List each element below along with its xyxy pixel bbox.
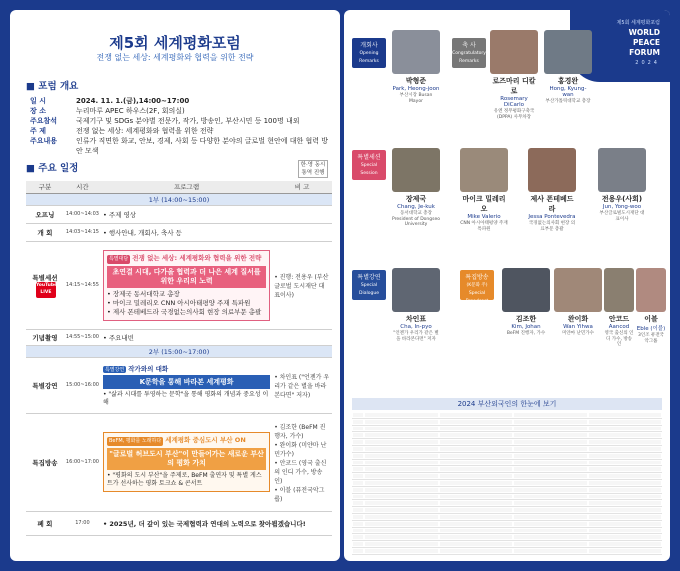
table-cell xyxy=(589,420,662,424)
table-cell xyxy=(365,467,438,471)
table-cell xyxy=(365,413,438,417)
table-cell xyxy=(589,515,662,519)
table-row xyxy=(352,507,662,514)
table-cell xyxy=(365,535,438,539)
table-cell xyxy=(440,474,513,478)
table-row xyxy=(352,480,662,487)
label-special-dialogue: 특별강연 Special Dialogue xyxy=(352,270,386,300)
table-cell xyxy=(365,529,438,533)
table-header-row: 구분 시간 프로그램 비 고 xyxy=(26,181,332,193)
table-row: 오프닝 14:00~14:03 • 주제 영상 xyxy=(26,205,332,223)
speaker-card: 로즈마리 디칼로 Rosemary DiCarlo 유엔 정무평화구축국 (DPPA) 사무차장 xyxy=(490,30,538,120)
table-cell xyxy=(514,467,587,471)
special-session-box: 특별대담 전쟁 없는 세상: 세계평화와 협력을 위한 전략 초연결 시대, 다가올 협력과 더 나은 세계 질서를 위한 우리의 노력 • 장제국 동서대학교 총장 • 마이크 밀레리오 CNN 아시아태평양 주재 특파원 • 제사 폰테베드라 국경없는의사회 현장 의료부문 총괄 xyxy=(103,250,270,321)
speaker-card: 안코드 Aancod 영국 출신의 인디 가수, 방송인 xyxy=(604,268,634,348)
part2-bar: 2부 (15:00~17:00) xyxy=(26,345,332,357)
table-row: 폐 회 17:00 • 2025년, 더 갚이 있는 국제협력과 연대의 노력으로 찾아뵙겠습니다! xyxy=(26,511,332,535)
foreigner-table-title: 2024 부산외국인의 한눈에 보기 xyxy=(352,398,662,410)
label-special-broadcast: 특집방송 (K문화 주) Special Broadcast xyxy=(460,270,494,300)
table-cell xyxy=(353,501,363,505)
table-cell xyxy=(440,549,513,553)
table-cell xyxy=(353,508,363,512)
speaker-photo xyxy=(490,30,538,74)
speaker-card: 제사 폰테베드라 Jessa Pontevedra 국경없는의사회 현장 의료부문 총괄 xyxy=(528,148,576,232)
speaker-photo xyxy=(528,148,576,192)
table-cell xyxy=(589,454,662,458)
table-cell xyxy=(440,488,513,492)
label-special-session: 특별세션 Special Session xyxy=(352,150,386,180)
table-cell xyxy=(440,501,513,505)
table-cell xyxy=(514,535,587,539)
table-cell xyxy=(589,549,662,553)
table-cell xyxy=(514,447,587,451)
table-cell xyxy=(353,454,363,458)
table-cell xyxy=(589,508,662,512)
page-subtitle: 전쟁 없는 세상: 세계평화와 협력을 위한 전략 xyxy=(96,53,254,62)
table-cell xyxy=(365,474,438,478)
table-cell xyxy=(365,454,438,458)
schedule-table xyxy=(26,181,332,536)
table-cell xyxy=(589,501,662,505)
speaker-photo xyxy=(392,30,440,74)
table-row xyxy=(352,548,662,555)
table-row xyxy=(352,439,662,446)
overview-header: ■ 포럼 개요 xyxy=(26,81,79,92)
table-row xyxy=(352,460,662,467)
table-row xyxy=(352,426,662,433)
table-row xyxy=(352,453,662,460)
table-cell xyxy=(514,427,587,431)
table-row xyxy=(352,446,662,453)
schedule-header: ■ 주요 일정 xyxy=(26,163,79,174)
speaker-card: 장제국 Chang, Je-kuk 동서대학교 총장 President of Dongseo University xyxy=(392,148,440,228)
table-cell xyxy=(353,529,363,533)
speaker-photo xyxy=(598,148,646,192)
speaker-photo xyxy=(392,148,440,192)
label-congratulatory: 축 사 Congratulatory Remarks xyxy=(452,38,486,68)
speaker-photo xyxy=(604,268,634,312)
overview-item: 장 소 누리마루 APEC 하우스(2F, 회의실) xyxy=(30,107,185,115)
speakers-panel xyxy=(344,10,670,561)
speaker-card: 차인표 Cha, In-pyo "언젠가 우리가 같은 별을 바라본다면" 저자 xyxy=(392,268,440,342)
table-cell xyxy=(514,454,587,458)
part1-bar: 1부 (14:00~15:00) xyxy=(26,193,332,205)
table-cell xyxy=(514,433,587,437)
forum-logo: 제5회 세계평화포럼 WORLD PEACE FORUM 2024 xyxy=(616,20,660,66)
table-cell xyxy=(589,529,662,533)
table-cell xyxy=(440,433,513,437)
table-cell xyxy=(353,515,363,519)
table-cell xyxy=(514,420,587,424)
table-cell xyxy=(514,501,587,505)
speaker-card: 이블 Eble (이블) 3인조 퓨전국악그룹 xyxy=(636,268,666,344)
speaker-card: 홍경완 Hong, Kyung-wan 부산가톨릭대학교 총장 xyxy=(544,30,592,105)
table-cell xyxy=(365,508,438,512)
table-row xyxy=(352,494,662,501)
speaker-card: 마이크 밀레리오 Mike Valerio CNN 아시아태평양 주재 특파원 xyxy=(460,148,508,232)
table-row: 특별강연 15:00~16:00 특별강연 작가와의 대화 K문학을 통해 바라본 세계평화 • "삶과 시대를 투영하는 문학"을 통해 평화의 개념과 중요성 이해 • 차인표 ("언젠가 우리가 같은 별을 바라본다면" 저자) xyxy=(26,357,332,413)
table-cell xyxy=(365,522,438,526)
table-cell xyxy=(440,440,513,444)
overview-item: 주 제 전쟁 없는 세상: 세계평화와 협력을 위한 전략 xyxy=(30,127,214,135)
table-cell xyxy=(514,440,587,444)
table-cell xyxy=(589,461,662,465)
table-cell xyxy=(514,488,587,492)
table-cell xyxy=(353,542,363,546)
table-cell xyxy=(514,549,587,553)
table-cell xyxy=(365,447,438,451)
table-cell xyxy=(514,413,587,417)
table-cell xyxy=(440,454,513,458)
table-cell xyxy=(365,440,438,444)
table-cell xyxy=(440,529,513,533)
table-cell xyxy=(353,427,363,431)
table-cell xyxy=(353,447,363,451)
table-row xyxy=(352,432,662,439)
table-cell xyxy=(589,488,662,492)
table-cell xyxy=(514,542,587,546)
overview-list xyxy=(30,96,330,156)
table-cell xyxy=(440,447,513,451)
table-cell xyxy=(440,413,513,417)
table-row xyxy=(352,500,662,507)
table-cell xyxy=(353,535,363,539)
table-row: 특별세션 YouTube LIVE 14:15~14:55 특별대담 전쟁 없는 세상: 세계평화와 협력을 위한 전략 초연결 시대, 다가올 협력과 더 나은 세계 질서를 위한 우리의 노력 • 장제국 동서대학교 총장 • 마이크 밀레리오 CNN 아시아태평양 주재 특파원 • 제사 폰테베드라 국경없는의사회 현장 의료부문 총괄 • 진행: 전용우 (부산글로벌 도시재단 대표이사) xyxy=(26,241,332,329)
speaker-photo xyxy=(392,268,440,312)
table-cell xyxy=(353,549,363,553)
speaker-photo xyxy=(460,148,508,192)
table-row xyxy=(352,466,662,473)
table-cell xyxy=(514,495,587,499)
table-cell xyxy=(353,481,363,485)
table-cell xyxy=(365,488,438,492)
table-row xyxy=(352,419,662,426)
table-cell xyxy=(353,413,363,417)
table-cell xyxy=(440,467,513,471)
table-row: 개 회 14:03~14:15 • 행사안내, 개회사, 축사 등 xyxy=(26,223,332,241)
table-cell xyxy=(353,495,363,499)
table-cell xyxy=(353,522,363,526)
table-cell xyxy=(514,522,587,526)
table-cell xyxy=(353,433,363,437)
speaker-card: 전용우(사회) Jun, Yong-woo 부산글로벌도시재단 대표이사 xyxy=(598,148,646,222)
table-cell xyxy=(440,420,513,424)
table-cell xyxy=(440,461,513,465)
table-cell xyxy=(589,413,662,417)
table-row xyxy=(352,534,662,541)
table-cell xyxy=(589,535,662,539)
table-cell xyxy=(440,542,513,546)
table-cell xyxy=(514,461,587,465)
table-row xyxy=(352,541,662,548)
table-cell xyxy=(440,481,513,485)
table-row xyxy=(352,473,662,480)
table-cell xyxy=(353,461,363,465)
table-cell xyxy=(589,467,662,471)
table-row: 기념촬영 14:55~15:00 • 주요내빈 xyxy=(26,329,332,345)
table-cell xyxy=(514,481,587,485)
interpretation-badge: 한·영 동시통역 진행 xyxy=(298,160,328,178)
table-cell xyxy=(514,508,587,512)
speaker-card: 완이화 Wan Yihwa 미얀마 난민가수 xyxy=(554,268,602,337)
table-cell xyxy=(589,474,662,478)
table-cell xyxy=(589,481,662,485)
speaker-card: 박형준 Park, Heong-joon 부산시장 Busan Mayor xyxy=(392,30,440,104)
table-row xyxy=(352,521,662,528)
table-row xyxy=(352,412,662,419)
speaker-card: 김조한 Kim, Johan BeFM 진행자, 가수 xyxy=(502,268,550,337)
table-cell xyxy=(365,515,438,519)
page-title: 제5회 세계평화포럼 xyxy=(109,34,241,52)
overview-item: 주요참석 국제기구 및 SDGs 분야별 전문가, 작가, 방송인, 부산시민 등 100명 내외 xyxy=(30,117,300,125)
program-panel xyxy=(10,10,340,561)
table-cell xyxy=(440,535,513,539)
table-row: 특집방송 16:00~17:00 BeFM, 평화를 노래하다 세계평화 중심도시 부산 ON "글로벌 허브도시 부산"이 만들어가는 새로운 부산의 평화 가치 • "평화의 도시 부산"을 주제로, BeFM 출연자 및 특별 게스트가 선사하는 평화 토크쇼 & 콘서트 • 김조한 (BeFM 진행자, 가수) • 완이화 (미얀마 난민가수) • 안코드 (영국 출신의 인디 가수, 방송인) • 이블 (퓨전국악그룹) xyxy=(26,413,332,511)
table-cell xyxy=(365,495,438,499)
table-cell xyxy=(353,474,363,478)
table-cell xyxy=(353,488,363,492)
speaker-photo xyxy=(544,30,592,74)
table-cell xyxy=(365,549,438,553)
table-cell xyxy=(365,481,438,485)
table-cell xyxy=(514,529,587,533)
table-cell xyxy=(440,515,513,519)
speaker-photo xyxy=(636,268,666,312)
table-cell xyxy=(589,542,662,546)
table-row xyxy=(352,514,662,521)
table-cell xyxy=(589,440,662,444)
table-cell xyxy=(589,433,662,437)
foreigner-table xyxy=(352,412,662,555)
speaker-photo xyxy=(554,268,602,312)
table-row xyxy=(352,487,662,494)
table-cell xyxy=(440,508,513,512)
label-opening: 개회사 Opening Remarks xyxy=(352,38,386,68)
table-cell xyxy=(365,433,438,437)
table-cell xyxy=(440,427,513,431)
youtube-live-icon[interactable]: YouTube LIVE xyxy=(36,282,56,298)
table-cell xyxy=(365,501,438,505)
table-cell xyxy=(365,542,438,546)
table-cell xyxy=(589,447,662,451)
table-cell xyxy=(353,467,363,471)
table-cell xyxy=(514,515,587,519)
table-cell xyxy=(589,522,662,526)
table-cell xyxy=(514,474,587,478)
table-cell xyxy=(589,427,662,431)
overview-item: 주요내용 인류가 직면한 화교, 안보, 경제, 사회 등 다양한 분야의 글로벌 현안에 대한 협력 방안 모색 xyxy=(30,137,328,155)
table-cell xyxy=(353,440,363,444)
overview-item: 일 시 2024. 11. 1.(금),14:00~17:00 xyxy=(30,97,190,105)
table-row xyxy=(352,528,662,535)
table-cell xyxy=(365,461,438,465)
table-cell xyxy=(589,495,662,499)
table-cell xyxy=(365,427,438,431)
table-cell xyxy=(353,420,363,424)
table-cell xyxy=(440,522,513,526)
broadcast-box: BeFM, 평화를 노래하다 세계평화 중심도시 부산 ON "글로벌 허브도시 부산"이 만들어가는 새로운 부산의 평화 가치 • "평화의 도시 부산"을 주제로, BeFM 출연자 및 특별 게스트가 선사하는 평화 토크쇼 & 콘서트 xyxy=(103,432,270,492)
table-cell xyxy=(365,420,438,424)
table-cell xyxy=(440,495,513,499)
speaker-photo xyxy=(502,268,550,312)
